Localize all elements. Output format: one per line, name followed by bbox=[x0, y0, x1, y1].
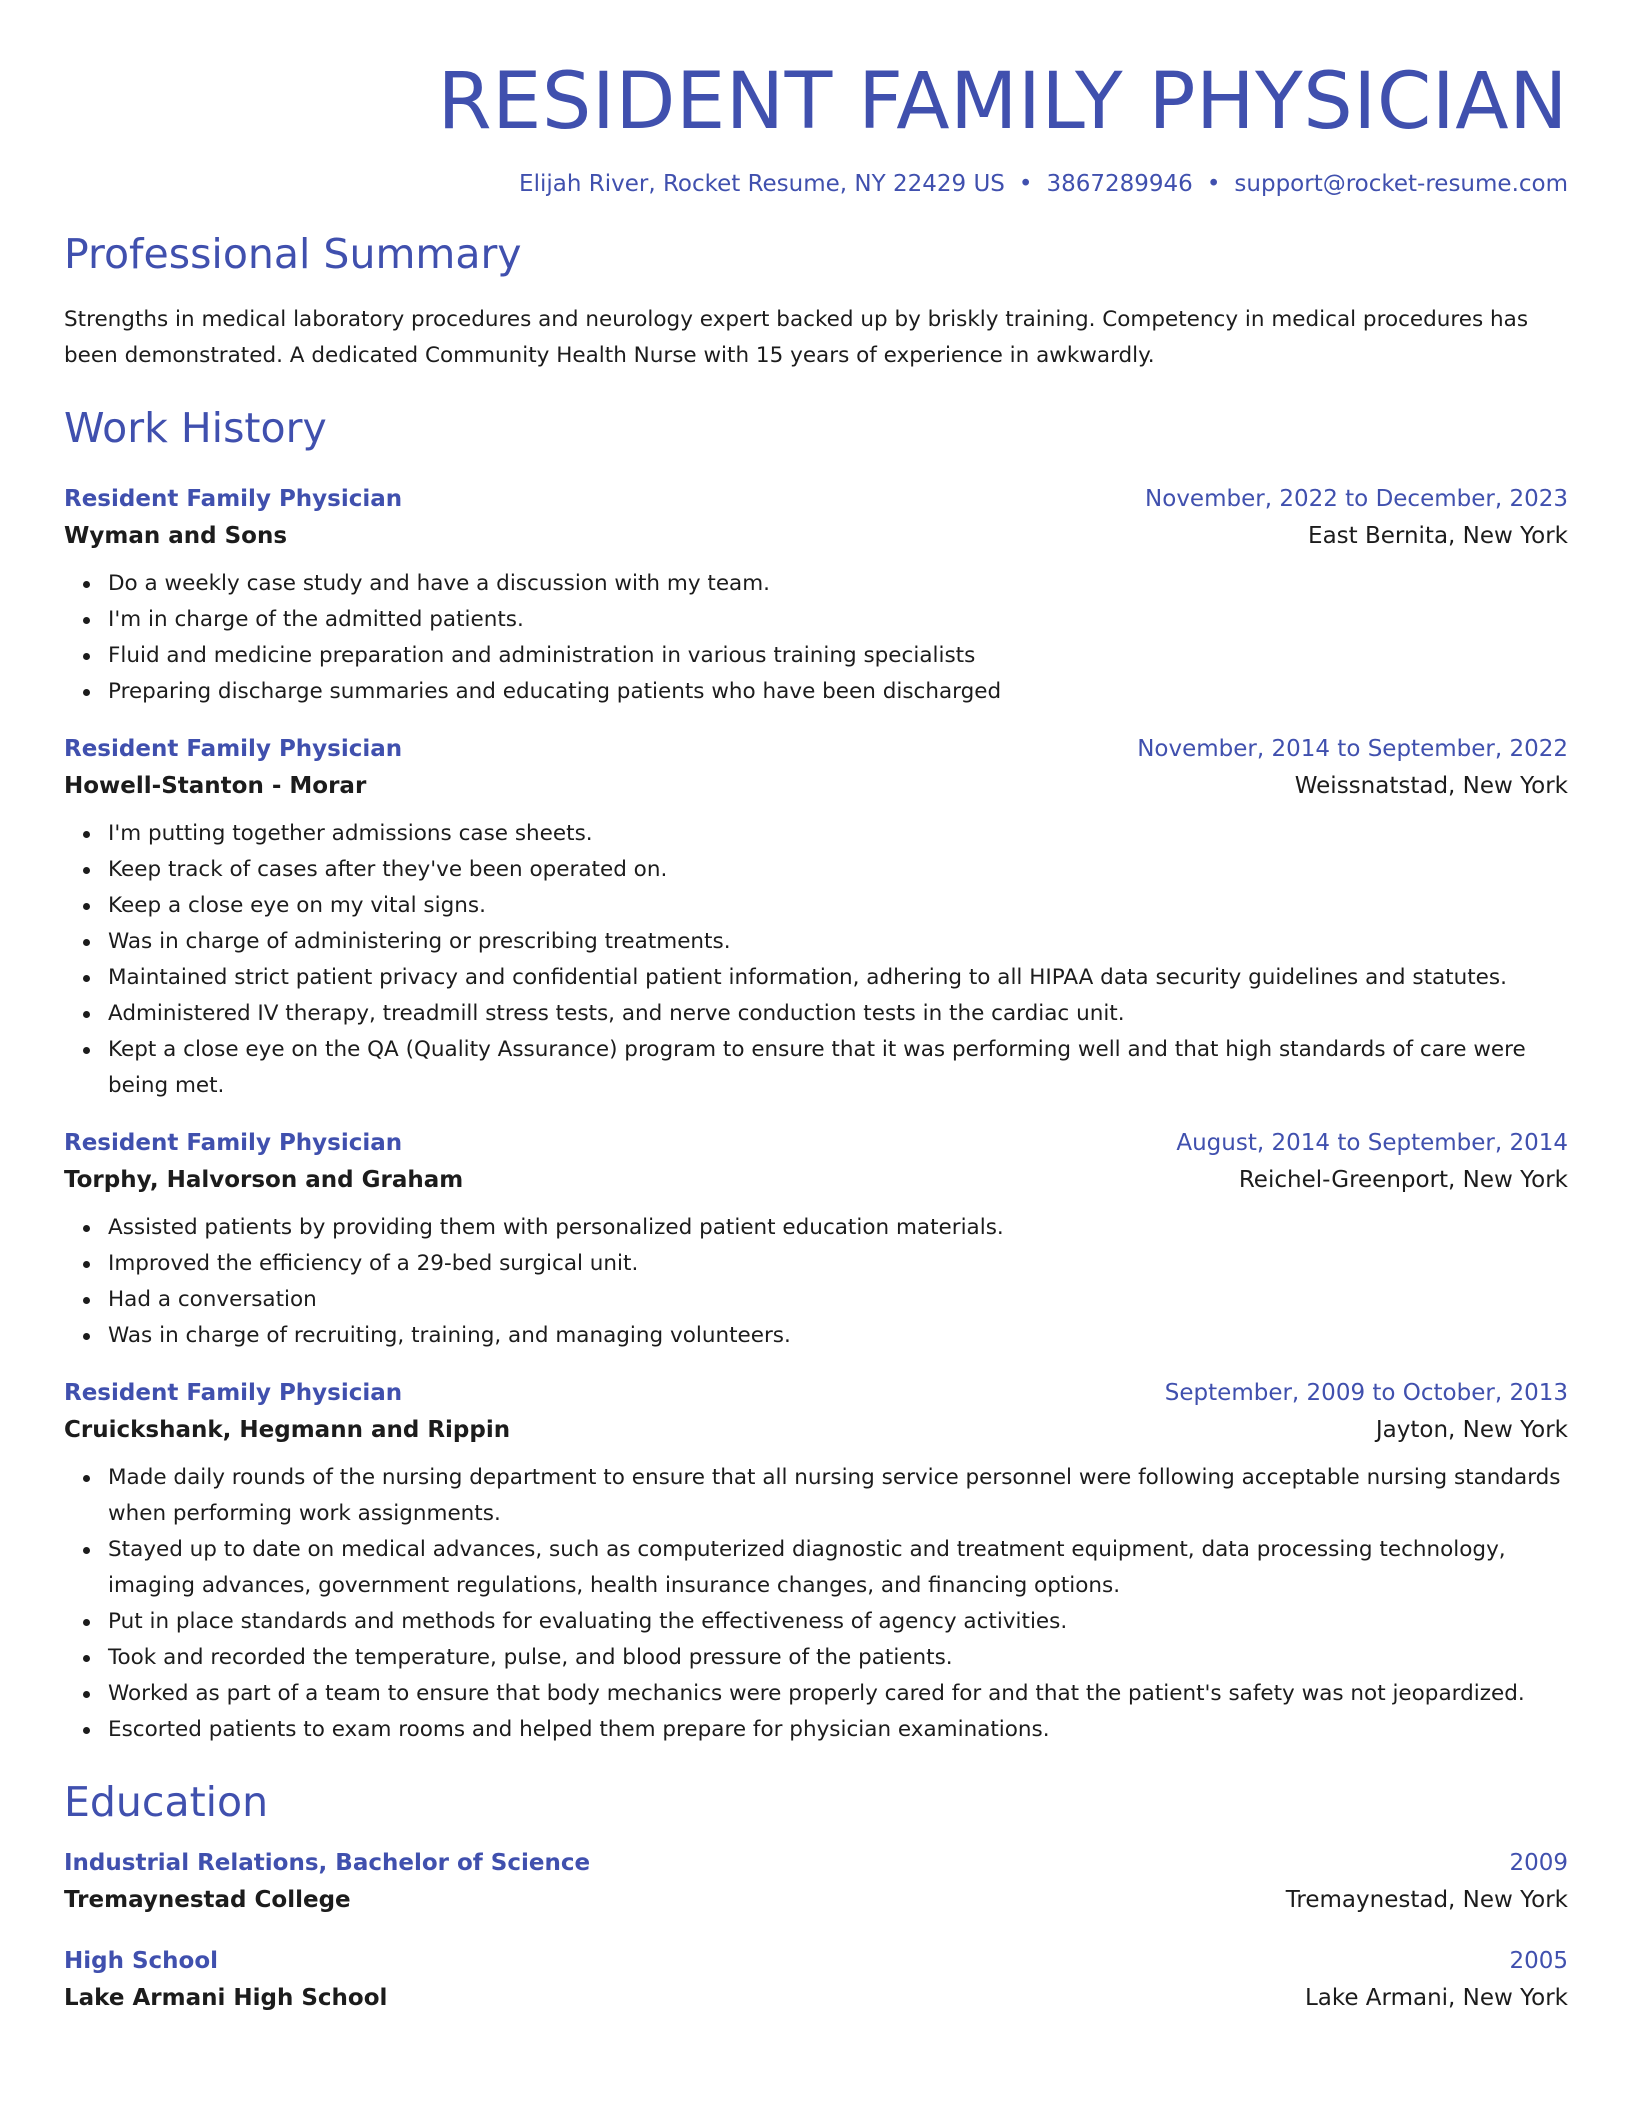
job-location: Reichel-Greenport, New York bbox=[1238, 1167, 1568, 1193]
contact-separator: • bbox=[1206, 171, 1221, 197]
job-bullet: Do a weekly case study and have a discussion with my team. bbox=[108, 566, 1568, 602]
job-bullet: Assisted patients by providing them with personalized patient education materials. bbox=[108, 1210, 1568, 1246]
contact-address: Elijah River, Rocket Resume, NY 22429 US bbox=[519, 171, 1005, 197]
job-bullets bbox=[64, 566, 1568, 710]
job-bullet: Kept a close eye on the QA (Quality Assurance) program to ensure that it was performing well and that high standards of care were being met. bbox=[108, 1032, 1568, 1104]
job-bullet: Was in charge of administering or prescribing treatments. bbox=[108, 924, 1568, 960]
job-bullet: Made daily rounds of the nursing department to ensure that all nursing service personnel were following acceptable nursing standards when performing work assignments. bbox=[108, 1460, 1568, 1532]
contact-phone: 3867289946 bbox=[1046, 171, 1193, 197]
job-title: Resident Family Physician bbox=[64, 486, 403, 512]
job-bullet: Fluid and medicine preparation and administration in various training specialists bbox=[108, 638, 1568, 674]
job-bullet: Was in charge of recruiting, training, and managing volunteers. bbox=[108, 1318, 1568, 1354]
education-heading: Education bbox=[64, 1778, 269, 1826]
job-bullet: Administered IV therapy, treadmill stress tests, and nerve conduction tests in the cardiac unit. bbox=[108, 996, 1568, 1032]
education-year: 2009 bbox=[1509, 1850, 1568, 1876]
job-bullet: Improved the efficiency of a 29-bed surgical unit. bbox=[108, 1246, 1568, 1282]
job-bullet: Stayed up to date on medical advances, such as computerized diagnostic and treatment equipment, data processing technology, imaging advances, government regulations, health insurance changes, and financing options. bbox=[108, 1532, 1568, 1604]
education-location: Tremaynestad, New York bbox=[1285, 1887, 1568, 1913]
education-entry bbox=[64, 1944, 1568, 2018]
education-year: 2005 bbox=[1509, 1948, 1568, 1974]
summary-heading: Professional Summary bbox=[64, 230, 522, 278]
job-entry bbox=[64, 1376, 1568, 1748]
job-title: Resident Family Physician bbox=[64, 1130, 403, 1156]
resume-page bbox=[64, 0, 1568, 2018]
job-company: Cruickshank, Hegmann and Rippin bbox=[64, 1417, 511, 1443]
job-entry bbox=[64, 732, 1568, 1104]
education-location: Lake Armani, New York bbox=[1304, 1985, 1568, 2011]
job-bullets bbox=[64, 1460, 1568, 1748]
job-bullet: Keep a close eye on my vital signs. bbox=[108, 888, 1568, 924]
education-school: Lake Armani High School bbox=[64, 1985, 388, 2011]
work-history-heading: Work History bbox=[64, 404, 327, 452]
summary-text: Strengths in medical laboratory procedures and neurology expert backed up by briskly training. Competency in medical procedures has been demonstrated. A dedicated Community Health Nurse with 15 years of experience in awkwardly. bbox=[64, 307, 1529, 368]
job-entry bbox=[64, 482, 1568, 710]
job-bullet: Worked as part of a team to ensure that body mechanics were properly cared for and that the patient's safety was not jeopardized. bbox=[108, 1676, 1568, 1712]
job-entry bbox=[64, 1126, 1568, 1354]
job-company: Wyman and Sons bbox=[64, 523, 288, 549]
education-school: Tremaynestad College bbox=[64, 1887, 351, 1913]
contact-separator: • bbox=[1018, 171, 1033, 197]
contact-line bbox=[64, 168, 1568, 200]
job-dates: August, 2014 to September, 2014 bbox=[1176, 1130, 1568, 1156]
job-dates: November, 2014 to September, 2022 bbox=[1137, 736, 1568, 762]
job-bullet: Took and recorded the temperature, pulse, and blood pressure of the patients. bbox=[108, 1640, 1568, 1676]
job-location: Weissnatstad, New York bbox=[1294, 773, 1568, 799]
job-title: Resident Family Physician bbox=[64, 736, 403, 762]
job-bullet: Put in place standards and methods for evaluating the effectiveness of agency activities. bbox=[108, 1604, 1568, 1640]
education-degree: High School bbox=[64, 1948, 219, 1974]
education-entry bbox=[64, 1846, 1568, 1920]
contact-email: support@rocket-resume.com bbox=[1234, 171, 1568, 197]
job-dates: November, 2022 to December, 2023 bbox=[1145, 486, 1568, 512]
job-dates: September, 2009 to October, 2013 bbox=[1164, 1380, 1568, 1406]
job-bullet: Maintained strict patient privacy and confidential patient information, adhering to all HIPAA data security guidelines and statutes. bbox=[108, 960, 1568, 996]
job-bullet: I'm putting together admissions case sheets. bbox=[108, 816, 1568, 852]
job-bullets bbox=[64, 816, 1568, 1104]
job-bullet: Preparing discharge summaries and educating patients who have been discharged bbox=[108, 674, 1568, 710]
job-bullet: Had a conversation bbox=[108, 1282, 1568, 1318]
job-bullet: Keep track of cases after they've been operated on. bbox=[108, 852, 1568, 888]
job-company: Torphy, Halvorson and Graham bbox=[64, 1167, 464, 1193]
job-bullets bbox=[64, 1210, 1568, 1354]
job-bullet: Escorted patients to exam rooms and helped them prepare for physician examinations. bbox=[108, 1712, 1568, 1748]
job-company: Howell-Stanton - Morar bbox=[64, 773, 367, 799]
resume-title: RESIDENT FAMILY PHYSICIAN bbox=[437, 57, 1568, 147]
education-degree: Industrial Relations, Bachelor of Science bbox=[64, 1850, 591, 1876]
job-bullet: I'm in charge of the admitted patients. bbox=[108, 602, 1568, 638]
job-location: East Bernita, New York bbox=[1308, 523, 1568, 549]
job-title: Resident Family Physician bbox=[64, 1380, 403, 1406]
job-location: Jayton, New York bbox=[1375, 1417, 1568, 1443]
